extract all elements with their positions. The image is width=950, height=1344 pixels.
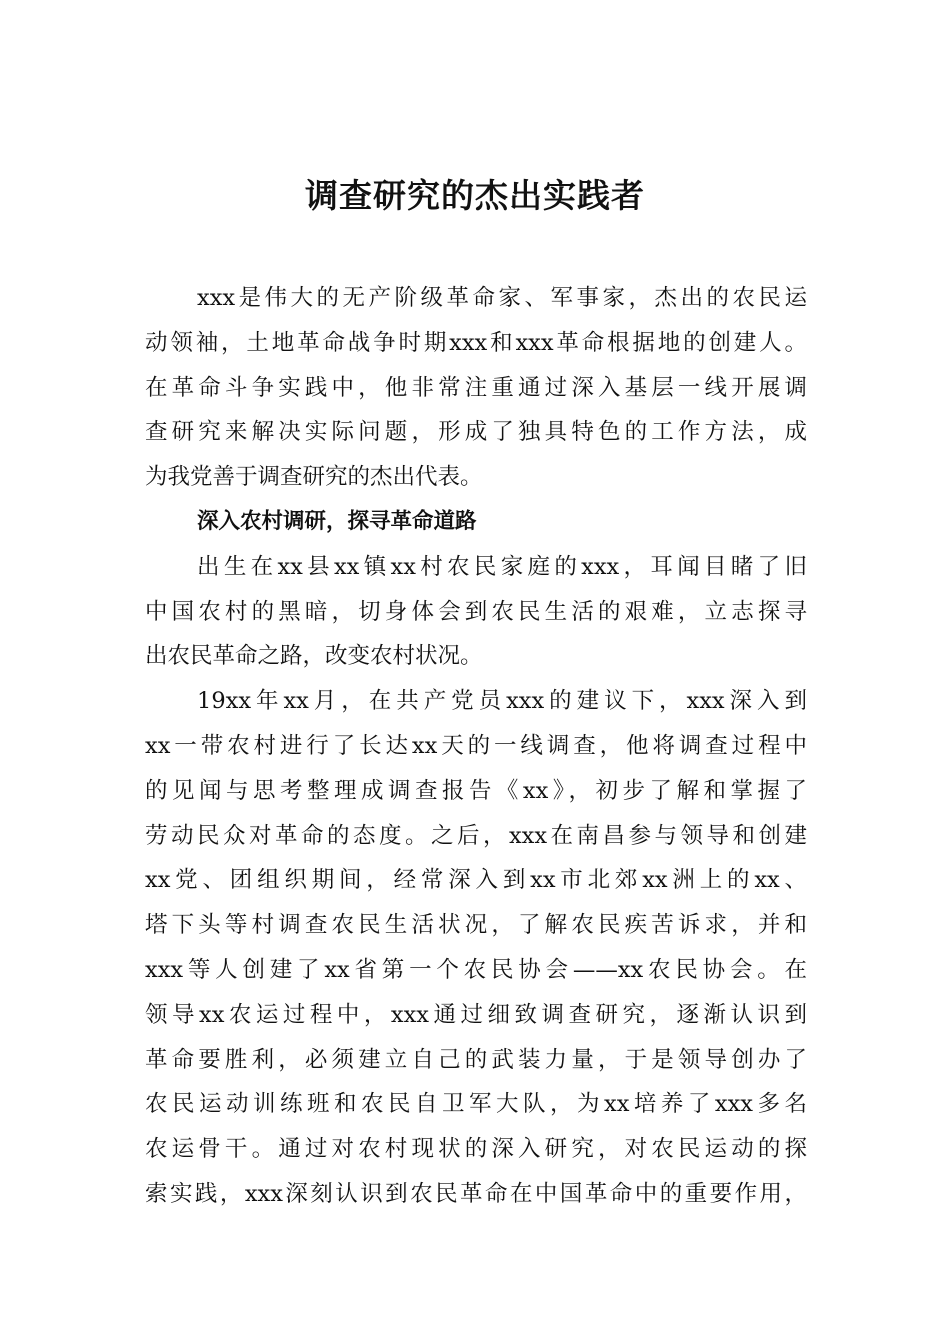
paragraph-line: 农民运动训练班和农民自卫军大队，为xx培养了xxx多名	[145, 1091, 807, 1118]
paragraph-line: 农运骨干。通过对农村现状的深入研究，对农民运动的探	[145, 1136, 807, 1163]
paragraph-line: 的见闻与思考整理成调查报告《xx》，初步了解和掌握了	[145, 777, 807, 804]
paragraph-line: xxx是伟大的无产阶级革命家、军事家，杰出的农民运	[197, 285, 807, 311]
paragraph-line: 为我党善于调查研究的杰出代表。	[145, 464, 483, 491]
paragraph-line: xx党、团组织期间，经常深入到xx市北郊xx洲上的xx、	[145, 867, 807, 894]
paragraph-line: 中国农村的黑暗，切身体会到农民生活的艰难，立志探寻	[145, 598, 807, 625]
paragraph-line: 塔下头等村调查农民生活状况，了解农民疾苦诉求，并和	[145, 912, 807, 939]
paragraph-line: 劳动民众对革命的态度。之后，xxx在南昌参与领导和创建	[145, 822, 807, 849]
paragraph-line: 19xx年xx月，在共产党员xxx的建议下，xxx深入到	[197, 688, 807, 715]
paragraph	[145, 679, 807, 1217]
paragraph-line: xx一带农村进行了长达xx天的一线调查，他将调查过程中	[145, 732, 807, 759]
paragraph-line: 领导xx农运过程中，xxx通过细致调查研究，逐渐认识到	[145, 1001, 807, 1028]
document-body	[145, 276, 807, 1217]
paragraph-line: 查研究来解决实际问题，形成了独具特色的工作方法，成	[145, 419, 807, 446]
paragraph-line: 革命要胜利，必须建立自己的武装力量，于是领导创办了	[145, 1046, 807, 1073]
section-heading	[145, 500, 807, 545]
paragraph-line: 动领袖，土地革命战争时期xxx和xxx革命根据地的创建人。	[145, 329, 807, 356]
paragraph	[145, 276, 807, 500]
heading-text: 深入农村调研，探寻革命道路	[197, 508, 477, 534]
paragraph	[145, 545, 807, 679]
paragraph-line: 出生在xx县xx镇xx村农民家庭的xxx，耳闻目睹了旧	[197, 553, 807, 580]
paragraph-line: xxx等人创建了xx省第一个农民协会——xx农民协会。在	[145, 956, 807, 983]
paragraph-line: 索实践，xxx深刻认识到农民革命在中国革命中的重要作用，	[145, 1180, 807, 1207]
paragraph-line: 出农民革命之路，改变农村状况。	[145, 643, 483, 670]
paragraph-line: 在革命斗争实践中，他非常注重通过深入基层一线开展调	[145, 374, 807, 401]
document-title: 调查研究的杰出实践者	[305, 176, 645, 215]
